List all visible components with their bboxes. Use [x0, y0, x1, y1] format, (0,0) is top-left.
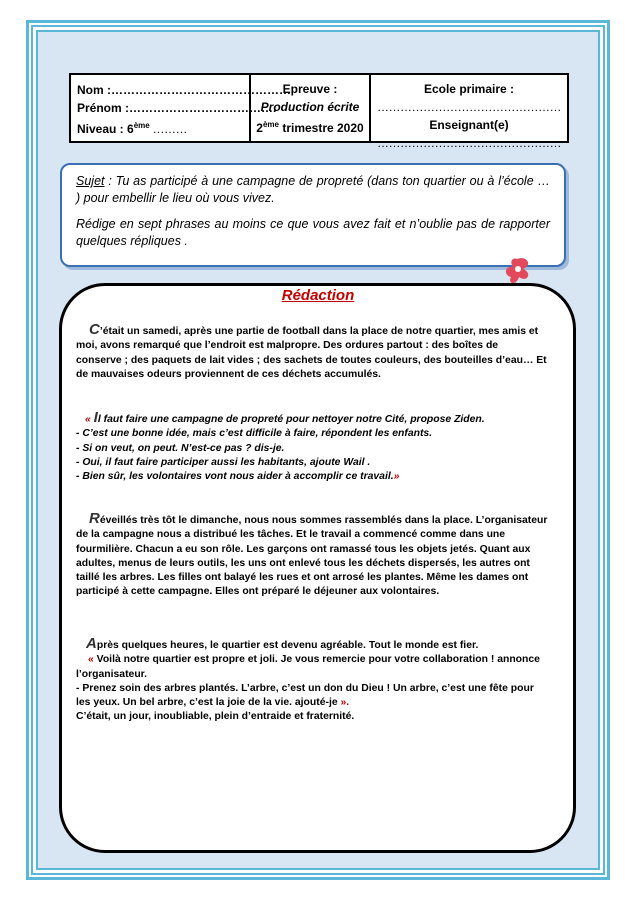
ecole-field[interactable]: …………………………………………: [377, 100, 561, 114]
student-info-cell: [71, 75, 291, 141]
dialogue-line: - Si on veut, on peut. N’est-ce pas ? dis-je.: [76, 442, 285, 454]
paragraph-4-line: - Prenez soin des arbres plantés. L’arbre, c’est un don du Dieu ! Un arbre, c’est une fête pour: [76, 682, 534, 694]
epreuve-cell: [251, 75, 371, 141]
paragraph-4-line: C’était, un jour, inoubliable, plein d’entraide et fraternité.: [76, 711, 355, 723]
epreuve-label: Epreuve :: [282, 82, 338, 96]
paragraph-3-line: de la campagne nous a distribué les tâches. Et le travail a commencé comme dans une: [76, 529, 506, 541]
prenom-field[interactable]: Prénom :……………………………….: [77, 101, 277, 115]
paragraph-3-line: adultes, menus de leurs outils, les uns ont enlevé tous les déchets dispersés, les autres ont: [76, 557, 530, 569]
paragraph-3-line: fourmilière. Chacun a eu son rôle. Les garçons ont ramassé tous les objets jetés. Quant aux: [76, 543, 531, 555]
paragraph-4: [76, 637, 563, 725]
paragraph-4-line: « Voilà notre quartier est propre et joli. Je vous remercie pour votre collaboration ! annonce: [88, 654, 540, 666]
paragraph-1-line: moi, avons remarqué que l’endroit est malpropre. Des ordures partout : des boîtes de: [76, 340, 499, 352]
trimestre-label: 2ème trimestre 2020: [256, 120, 364, 135]
paragraph-3-line: Réveillés très tôt le dimanche, nous nous sommes rassemblés dans la place. L’organisateur: [89, 510, 548, 527]
ecole-label: Ecole primaire :: [423, 82, 515, 96]
paragraph-4-line: les yeux. Un bel arbre, c’est la joie de la vie. ajouté-je ».: [76, 697, 350, 709]
niveau-field[interactable]: Niveau : 6ème ………: [77, 121, 188, 136]
paragraph-2-dialogue: [76, 411, 563, 484]
sujet-task: Rédige en sept phrases au moins ce que vous avez fait et n’oublie pas de rapporter quelques répliques .: [76, 217, 550, 248]
sujet-instruction: Sujet : Tu as participé à une campagne de propreté (dans ton quartier ou à l’école … ) pour embellir le lieu où vous vivez.: [76, 174, 550, 205]
enseignant-label: Enseignant(e): [429, 118, 509, 132]
paragraph-1-line: C’était un samedi, après une partie de football dans la place de notre quartier, mes amis et: [89, 321, 539, 338]
nom-field[interactable]: Nom :………………………………………: [77, 83, 291, 97]
paragraph-1-line: conserve ; des paquets de lait vides ; des sachets de toutes couleurs, des bouteilles d’eau… Et: [76, 354, 547, 366]
paragraph-3: [76, 512, 563, 600]
sujet-box: [60, 163, 566, 267]
dialogue-line: - C’est une bonne idée, mais c’est difficile à faire, répondent les enfants.: [76, 428, 433, 440]
enseignant-field[interactable]: …………………………………………: [377, 136, 561, 150]
paragraph-3-line: participé à cette campagne. Elles ont préparé le déjeuner aux volontaires.: [76, 586, 440, 598]
dialogue-line: - Bien sûr, les volontaires vont nous aider à accomplir ce travail.»: [76, 471, 400, 483]
paragraph-4-line: l’organisateur.: [76, 668, 148, 680]
header-table: [69, 73, 569, 150]
sujet-label: Sujet: [76, 174, 105, 188]
redaction-title: Rédaction: [281, 287, 355, 304]
dialogue-line: « Il faut faire une campagne de propreté pour nettoyer notre Cité, propose Ziden.: [85, 409, 485, 426]
school-cell: [371, 75, 567, 150]
epreuve-title: Production écrite: [260, 100, 360, 114]
dialogue-line: - Oui, il faut faire participer aussi les habitants, ajoute Wail .: [76, 456, 371, 468]
paragraph-4-line: Après quelques heures, le quartier est devenu agréable. Tout le monde est fier.: [86, 635, 479, 652]
paragraph-1: [76, 323, 563, 382]
paragraph-3-line: taillé les arbres. Les filles ont balayé les rues et ont arrosé les plantes. Même les dames ont: [76, 572, 529, 584]
paragraph-1-line: de mauvaises odeurs proviennent de ces déchets accumulés.: [76, 368, 381, 380]
